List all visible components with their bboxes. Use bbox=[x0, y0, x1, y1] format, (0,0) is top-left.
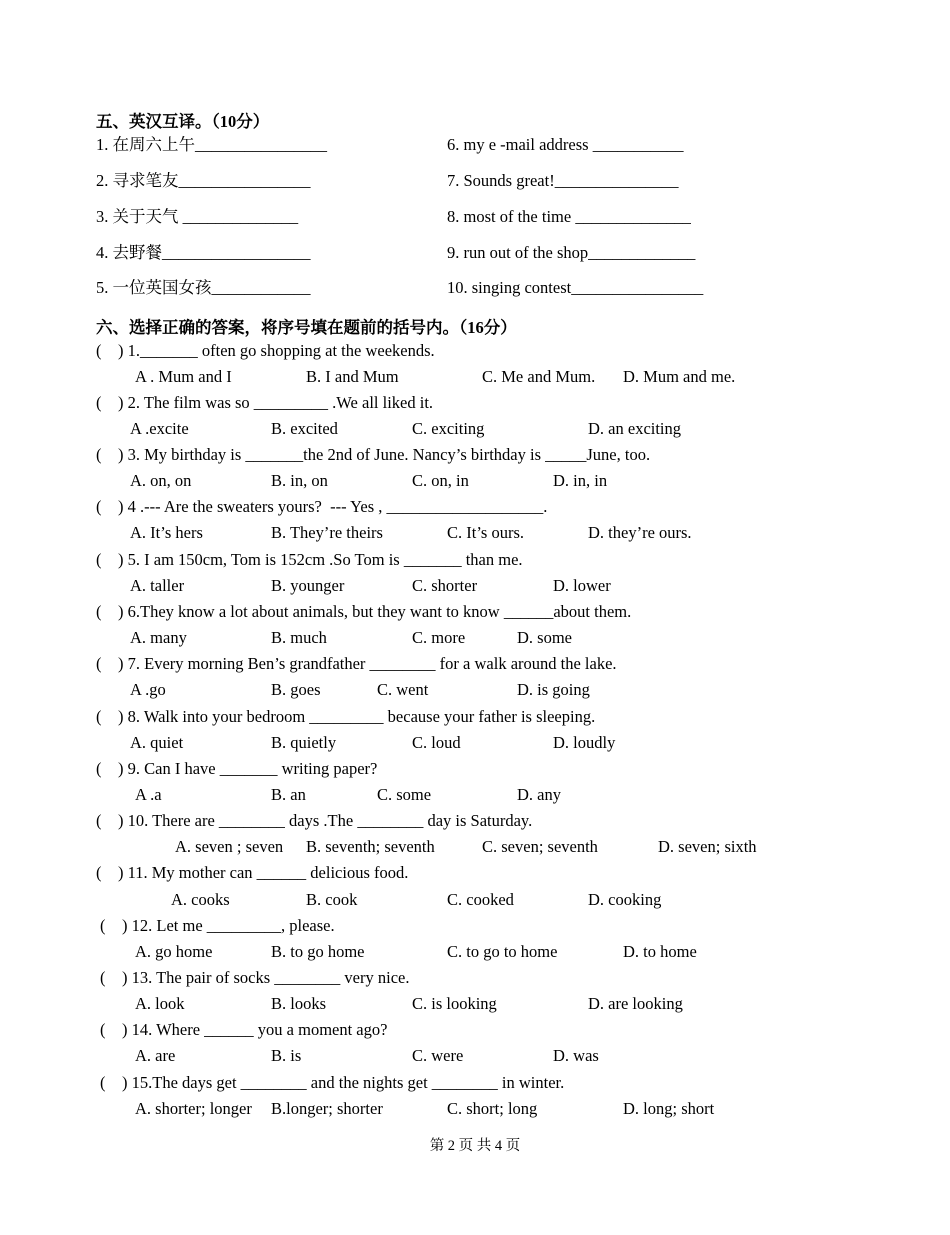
option-d: D. long; short bbox=[623, 1099, 715, 1118]
translation-item-5: 5. 一位英国女孩____________ bbox=[96, 278, 311, 297]
option-a: A. go home bbox=[135, 942, 213, 961]
option-a: A. shorter; longer bbox=[135, 1099, 252, 1118]
option-b: B. an bbox=[271, 785, 306, 804]
option-b: B. quietly bbox=[271, 733, 337, 752]
question-stem: ) 12. Let me _________, please. bbox=[122, 916, 335, 935]
section6-heading: 六、选择正确的答案，将序号填在题前的括号内。（16分） bbox=[96, 318, 517, 337]
option-c: C. to go to home bbox=[447, 942, 558, 961]
option-c: C. more bbox=[412, 628, 466, 647]
option-d: D. lower bbox=[553, 576, 611, 595]
option-b: B. They’re theirs bbox=[271, 523, 383, 542]
option-b: B. in, on bbox=[271, 471, 328, 490]
question-stem: ) 14. Where ______ you a moment ago? bbox=[122, 1020, 388, 1039]
question-bracket: ( bbox=[96, 550, 102, 569]
option-b: B. to go home bbox=[271, 942, 365, 961]
question-stem: ) 15.The days get ________ and the nights get ________ in winter. bbox=[122, 1073, 565, 1092]
question-bracket: ( bbox=[100, 1020, 106, 1039]
option-c: C. were bbox=[412, 1046, 464, 1065]
option-c: C. seven; seventh bbox=[482, 837, 598, 856]
option-d: D. in, in bbox=[553, 471, 608, 490]
question-stem: ) 10. There are ________ days .The ________ day is Saturday. bbox=[118, 811, 533, 830]
translation-item-1: 1. 在周六上午________________ bbox=[96, 135, 327, 154]
option-d: D. cooking bbox=[588, 890, 662, 909]
question-stem: ) 8. Walk into your bedroom _________ because your father is sleeping. bbox=[118, 707, 596, 726]
question-stem: ) 11. My mother can ______ delicious food. bbox=[118, 863, 409, 882]
question-bracket: ( bbox=[96, 393, 102, 412]
option-b: B. is bbox=[271, 1046, 302, 1065]
translation-item-8: 8. most of the time ______________ bbox=[447, 207, 691, 226]
option-c: C. shorter bbox=[412, 576, 478, 595]
question-bracket: ( bbox=[100, 916, 106, 935]
option-a: A. are bbox=[135, 1046, 176, 1065]
question-bracket: ( bbox=[96, 654, 102, 673]
option-c: C. is looking bbox=[412, 994, 497, 1013]
option-c: C. short; long bbox=[447, 1099, 538, 1118]
option-d: D. is going bbox=[517, 680, 590, 699]
section5-heading: 五、英汉互译。（10分） bbox=[96, 112, 270, 131]
question-bracket: ( bbox=[96, 863, 102, 882]
option-c: C. exciting bbox=[412, 419, 485, 438]
option-d: D. loudly bbox=[553, 733, 616, 752]
option-d: D. seven; sixth bbox=[658, 837, 757, 856]
question-bracket: ( bbox=[96, 445, 102, 464]
option-b: B. much bbox=[271, 628, 327, 647]
option-a: A. many bbox=[130, 628, 187, 647]
option-b: B. excited bbox=[271, 419, 338, 438]
translation-item-7: 7. Sounds great!_______________ bbox=[447, 171, 679, 190]
question-bracket: ( bbox=[96, 497, 102, 516]
question-stem: ) 2. The film was so _________ .We all liked it. bbox=[118, 393, 434, 412]
option-b: B. goes bbox=[271, 680, 321, 699]
question-stem: ) 5. I am 150cm, Tom is 152cm .So Tom is _______ than me. bbox=[118, 550, 523, 569]
option-c: C. Me and Mum. bbox=[482, 367, 596, 386]
option-a: A. quiet bbox=[130, 733, 184, 752]
translation-item-2: 2. 寻求笔友________________ bbox=[96, 171, 311, 190]
option-b: B. seventh; seventh bbox=[306, 837, 435, 856]
option-c: C. loud bbox=[412, 733, 461, 752]
option-a: A .go bbox=[130, 680, 166, 699]
option-c: C. It’s ours. bbox=[447, 523, 525, 542]
option-a: A. on, on bbox=[130, 471, 192, 490]
option-c: C. some bbox=[377, 785, 432, 804]
question-bracket: ( bbox=[96, 811, 102, 830]
option-a: A .excite bbox=[130, 419, 189, 438]
translation-item-9: 9. run out of the shop_____________ bbox=[447, 243, 696, 262]
question-stem: ) 9. Can I have _______ writing paper? bbox=[118, 759, 378, 778]
question-bracket: ( bbox=[96, 602, 102, 621]
option-a: A . Mum and I bbox=[135, 367, 232, 386]
question-bracket: ( bbox=[96, 759, 102, 778]
question-bracket: ( bbox=[96, 707, 102, 726]
option-a: A. cooks bbox=[171, 890, 230, 909]
option-b: B.longer; shorter bbox=[271, 1099, 383, 1118]
option-d: D. an exciting bbox=[588, 419, 682, 438]
question-bracket: ( bbox=[96, 341, 102, 360]
option-d: D. any bbox=[517, 785, 561, 804]
option-c: C. went bbox=[377, 680, 429, 699]
page-footer: 第 2 页 共 4 页 bbox=[429, 1138, 521, 1154]
option-a: A. It’s hers bbox=[130, 523, 203, 542]
option-b: B. cook bbox=[306, 890, 358, 909]
option-d: D. Mum and me. bbox=[623, 367, 736, 386]
option-b: B. I and Mum bbox=[306, 367, 399, 386]
translation-item-6: 6. my e -mail address ___________ bbox=[447, 135, 684, 154]
question-stem: ) 6.They know a lot about animals, but they want to know ______about them. bbox=[118, 602, 632, 621]
question-bracket: ( bbox=[100, 968, 106, 987]
option-b: B. younger bbox=[271, 576, 345, 595]
option-d: D. they’re ours. bbox=[588, 523, 692, 542]
question-stem: ) 13. The pair of socks ________ very nice. bbox=[122, 968, 410, 987]
question-stem: ) 4 .--- Are the sweaters yours? --- Yes , ___________________. bbox=[118, 497, 548, 516]
translation-item-4: 4. 去野餐__________________ bbox=[96, 243, 311, 262]
option-b: B. looks bbox=[271, 994, 327, 1013]
question-stem: ) 1._______ often go shopping at the weekends. bbox=[118, 341, 435, 360]
question-stem: ) 3. My birthday is _______the 2nd of June. Nancy’s birthday is _____June, too. bbox=[118, 445, 651, 464]
question-bracket: ( bbox=[100, 1073, 106, 1092]
question-stem: ) 7. Every morning Ben’s grandfather ________ for a walk around the lake. bbox=[118, 654, 617, 673]
option-a: A. seven ; seven bbox=[175, 837, 284, 856]
option-a: A. look bbox=[135, 994, 185, 1013]
option-c: C. on, in bbox=[412, 471, 469, 490]
option-a: A. taller bbox=[130, 576, 185, 595]
option-d: D. some bbox=[517, 628, 572, 647]
option-c: C. cooked bbox=[447, 890, 514, 909]
translation-item-10: 10. singing contest________________ bbox=[447, 278, 704, 297]
translation-item-3: 3. 关于天气 ______________ bbox=[96, 207, 299, 226]
option-d: D. was bbox=[553, 1046, 599, 1065]
option-d: D. to home bbox=[623, 942, 697, 961]
option-a: A .a bbox=[135, 785, 162, 804]
option-d: D. are looking bbox=[588, 994, 683, 1013]
